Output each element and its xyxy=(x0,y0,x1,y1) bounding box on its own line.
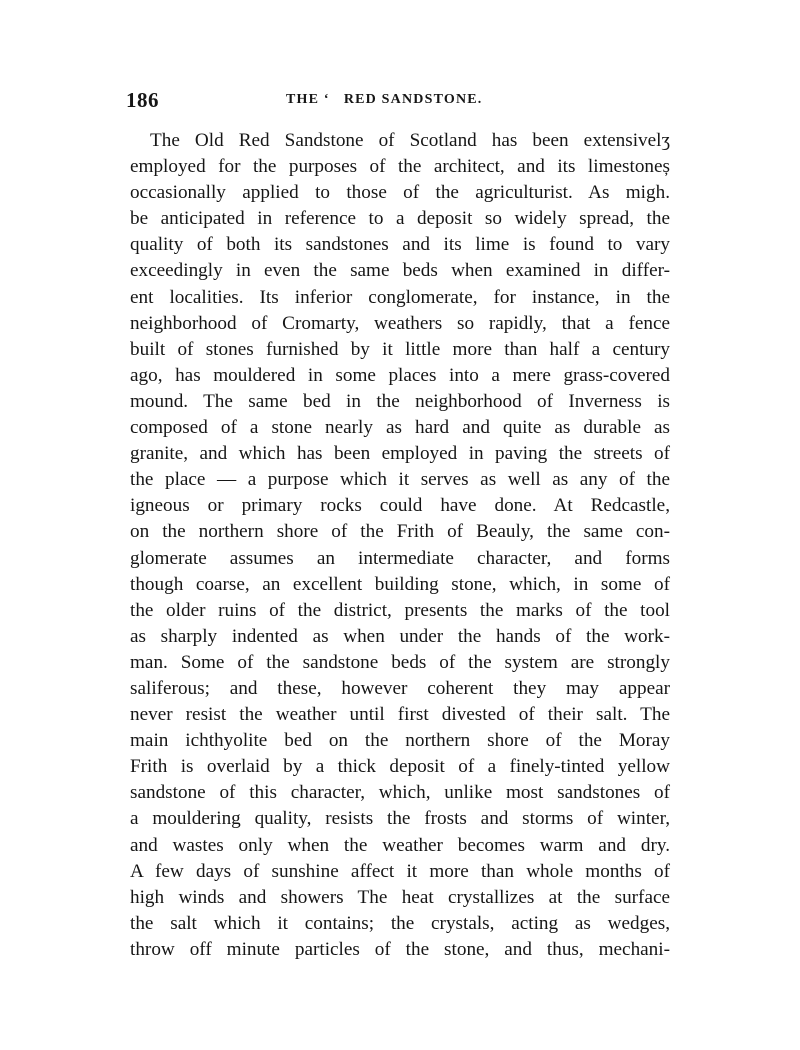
text-line: built of stones furnished by it little more than half a century xyxy=(130,338,670,360)
text-line: saliferous; and these, however coherent they may appear xyxy=(130,677,670,699)
text-line: employed for the purposes of the architect, and its limestoneș xyxy=(130,156,670,178)
text-line: main ichthyolite bed on the northern shore of the Moray xyxy=(130,730,670,752)
text-line: glomerate assumes an intermediate character, and forms xyxy=(130,547,670,569)
text-line: the place — a purpose which it serves as well as any of the xyxy=(130,469,670,491)
running-title: THE ʻ RED SANDSTONE. xyxy=(286,92,483,107)
text-line: high winds and showers The heat crystallizes at the surface xyxy=(130,886,670,908)
text-line: quality of both its sandstones and its lime is found to vary xyxy=(130,234,670,256)
text-line: man. Some of the sandstone beds of the system are strongly xyxy=(130,651,670,673)
text-line: be anticipated in reference to a deposit so widely spread, the xyxy=(130,208,670,230)
text-line: exceedingly in even the same beds when examined in differ- xyxy=(130,260,670,282)
text-line: The Old Red Sandstone of Scotland has been extensivelʒ xyxy=(150,130,670,151)
text-line: occasionally applied to those of the agriculturist. As migh. xyxy=(130,182,670,204)
text-line: neighborhood of Cromarty, weathers so rapidly, that a fence xyxy=(130,312,670,334)
text-line: sandstone of this character, which, unlike most sandstones of xyxy=(130,782,670,804)
text-line: the older ruins of the district, presents the marks of the tool xyxy=(130,599,670,621)
text-line: on the northern shore of the Frith of Beauly, the same con- xyxy=(130,521,670,543)
text-line: throw off minute particles of the stone, and thus, mechani- xyxy=(130,938,670,960)
text-line: though coarse, an excellent building stone, which, in some of xyxy=(130,573,670,595)
text-line: igneous or primary rocks could have done. At Redcastle, xyxy=(130,495,670,517)
page-number: 186 xyxy=(126,88,159,112)
text-line: a mouldering quality, resists the frosts and storms of winter, xyxy=(130,808,670,830)
text-line: mound. The same bed in the neighborhood of Inverness is xyxy=(130,390,670,412)
text-line: Frith is overlaid by a thick deposit of a finely-tinted yellow xyxy=(130,756,670,778)
text-line: never resist the weather until first divested of their salt. The xyxy=(130,704,670,726)
text-line: ent localities. Its inferior conglomerate, for instance, in the xyxy=(130,286,670,308)
text-line: the salt which it contains; the crystals, acting as wedges, xyxy=(130,912,670,934)
text-line: granite, and which has been employed in paving the streets of xyxy=(130,443,670,465)
text-line: ago, has mouldered in some places into a mere grass-covered xyxy=(130,364,670,386)
running-head xyxy=(126,88,656,112)
text-line: composed of a stone nearly as hard and quite as durable as xyxy=(130,417,670,439)
text-line: A few days of sunshine affect it more than whole months of xyxy=(130,860,670,882)
text-line: and wastes only when the weather becomes warm and dry. xyxy=(130,834,670,856)
body-text xyxy=(130,128,670,963)
text-line: as sharply indented as when under the hands of the work- xyxy=(130,625,670,647)
